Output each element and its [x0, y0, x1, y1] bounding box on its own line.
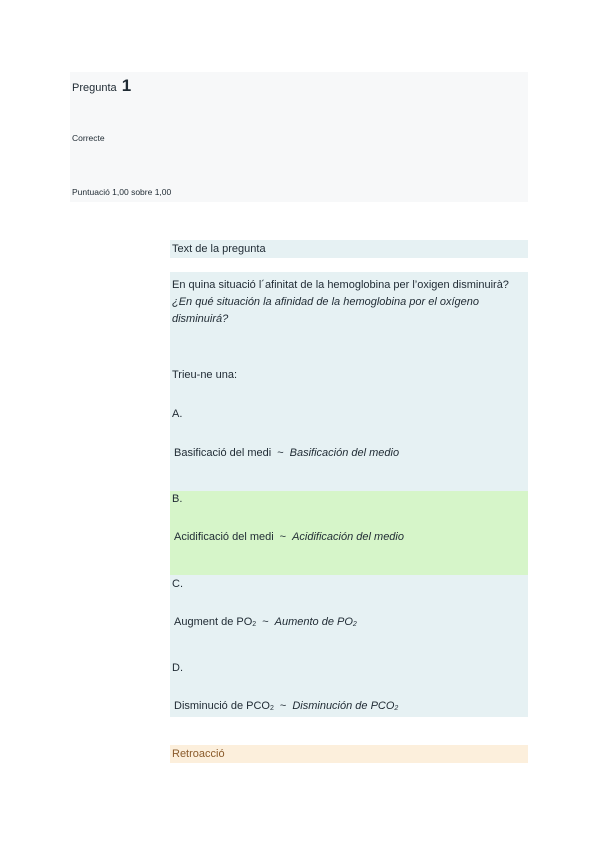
question-info-panel — [70, 72, 528, 202]
option-text-spanish: Basificación del medio — [289, 447, 400, 459]
question-text-spanish: ¿En qué situación la afinidad de la hemoglobina por el oxígeno disminuirá? — [172, 296, 479, 325]
option-text — [174, 616, 357, 628]
option-subscript: 2 — [252, 621, 257, 628]
option-text — [174, 700, 398, 712]
question-text — [172, 277, 526, 328]
option-text-catalan: Disminució de PCO — [174, 700, 270, 712]
option-separator: ~ — [279, 700, 287, 712]
question-content — [170, 272, 528, 717]
option-separator: ~ — [277, 447, 284, 459]
option-subscript: 2 — [352, 621, 357, 628]
question-grade: Puntuació 1,00 sobre 1,00 — [72, 187, 172, 197]
option-text-spanish: Acidificación del medio — [292, 531, 404, 543]
answer-option-b[interactable] — [170, 491, 528, 575]
question-heading — [72, 76, 131, 96]
answer-option-c[interactable] — [170, 575, 528, 660]
option-text-catalan: Acidificació del medi — [174, 531, 274, 543]
option-subscript: 2 — [269, 705, 274, 712]
option-text-spanish: Disminución de PCO — [292, 700, 395, 712]
option-text — [174, 531, 404, 543]
option-separator: ~ — [279, 531, 287, 543]
feedback-label: Retroacció — [170, 745, 528, 763]
option-text-catalan: Augment de PO — [174, 616, 253, 628]
option-text-catalan: Basificació del medi — [174, 447, 272, 459]
option-letter: C. — [172, 578, 183, 590]
option-letter: B. — [172, 493, 183, 505]
answer-prompt: Trieu-ne una: — [172, 369, 238, 381]
option-text-spanish: Aumento de PO — [274, 616, 353, 628]
option-separator: ~ — [262, 616, 269, 628]
option-letter: D. — [172, 662, 183, 674]
option-letter: A. — [172, 408, 183, 420]
question-text-label: Text de la pregunta — [170, 240, 528, 258]
option-text — [174, 447, 399, 459]
option-subscript: 2 — [394, 705, 399, 712]
answer-option-d[interactable] — [170, 660, 528, 717]
question-text-catalan: En quina situació l´afinitat de la hemoglobina per l’oxigen disminuirà? — [172, 279, 509, 291]
question-state: Correcte — [72, 133, 105, 143]
question-word: Pregunta — [72, 82, 117, 94]
question-number: 1 — [121, 76, 132, 95]
answer-option-a[interactable] — [170, 402, 528, 487]
